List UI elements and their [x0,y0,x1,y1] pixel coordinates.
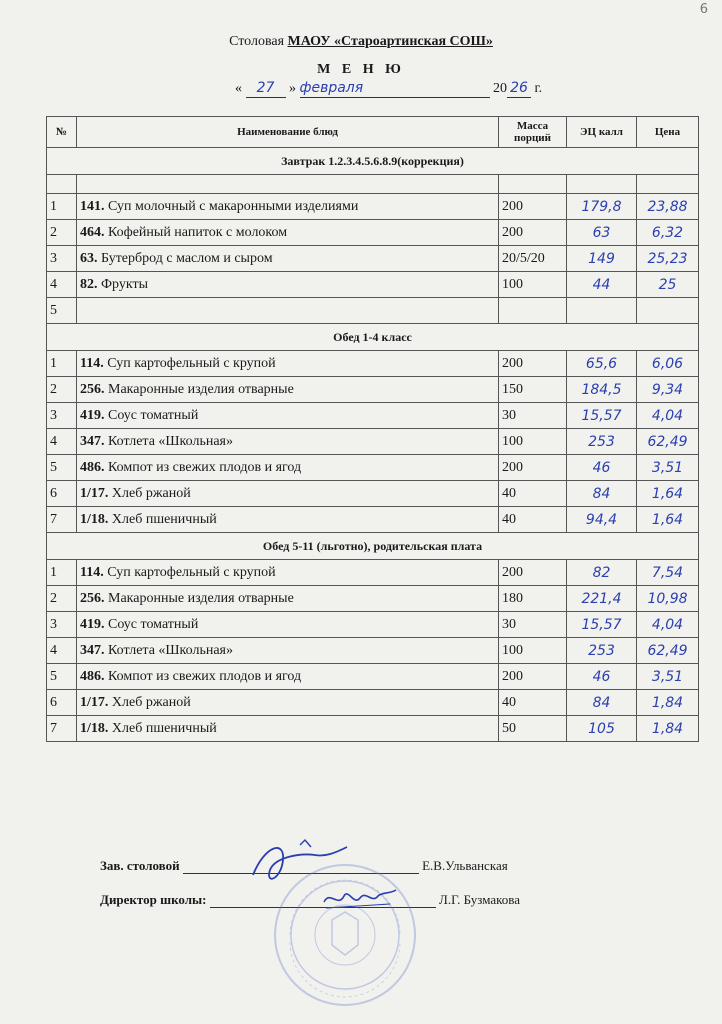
portion-mass: 200 [499,220,567,246]
date-close-quote: » [289,81,296,96]
portion-mass: 200 [499,194,567,220]
portion-mass: 180 [499,586,567,612]
header-kcal: ЭЦ калл [567,117,637,148]
dish-name-cell [77,664,499,690]
portion-mass: 40 [499,481,567,507]
recipe-code: 419. [80,407,105,423]
energy-value: 184,5 [567,377,637,403]
price-value: 62,49 [637,429,699,455]
dish-name-cell [77,377,499,403]
row-number: 3 [47,403,77,429]
recipe-code: 486. [80,668,105,684]
dish-name: Суп картофельный с крупой [107,564,276,580]
portion-mass: 30 [499,612,567,638]
dish-name: Бутерброд с маслом и сыром [101,250,273,266]
price-value: 1,64 [637,507,699,533]
row-number: 3 [47,246,77,272]
row-number: 2 [47,586,77,612]
row-number: 6 [47,690,77,716]
price-value: 25,23 [637,246,699,272]
portion-mass: 40 [499,690,567,716]
energy-value: 94,4 [567,507,637,533]
document-title [0,34,722,50]
price-value: 3,51 [637,455,699,481]
row-number: 3 [47,612,77,638]
price-value: 1,84 [637,690,699,716]
dish-name: Хлеб пшеничный [111,720,217,736]
dish-name: Макаронные изделия отварные [108,381,294,397]
recipe-code: 486. [80,459,105,475]
dish-name: Суп картофельный с крупой [107,355,276,371]
dish-name-cell [77,351,499,377]
table-header-row [47,117,699,148]
dish-name-cell [77,272,499,298]
date-year-unit: г. [534,81,543,96]
table-row [47,664,699,690]
energy-value: 84 [567,690,637,716]
recipe-code: 464. [80,224,105,240]
portion-mass [499,298,567,324]
energy-value: 253 [567,638,637,664]
table-row [47,246,699,272]
menu-table-body [47,148,699,742]
energy-value: 46 [567,455,637,481]
section-row [47,533,699,560]
price-value: 4,04 [637,612,699,638]
recipe-code: 1/18. [80,720,109,736]
energy-value: 253 [567,429,637,455]
recipe-code: 1/17. [80,485,109,501]
title-prefix: Столовая [229,34,285,49]
head-name: Е.В.Ульванская [422,858,508,873]
recipe-code: 63. [80,250,98,266]
date-open-quote: « [235,81,242,96]
price-value: 25 [637,272,699,298]
table-row [47,716,699,742]
energy-value: 46 [567,664,637,690]
table-row [47,690,699,716]
dish-name-cell [77,638,499,664]
header-num: № [47,117,77,148]
price-value: 6,32 [637,220,699,246]
row-number: 4 [47,429,77,455]
energy-value: 105 [567,716,637,742]
dish-name: Хлеб ржаной [111,694,191,710]
row-number: 5 [47,298,77,324]
director-name: Л.Г. Бузмакова [439,892,521,907]
price-value: 23,88 [637,194,699,220]
dish-name: Котлета «Школьная» [108,642,233,658]
price-value: 6,06 [637,351,699,377]
spacer-cell [47,175,77,194]
energy-value: 44 [567,272,637,298]
dish-name: Макаронные изделия отварные [108,590,294,606]
dish-name: Хлеб пшеничный [111,511,217,527]
price-value: 10,98 [637,586,699,612]
portion-mass: 100 [499,429,567,455]
dish-name: Компот из свежих плодов и ягод [108,459,302,475]
row-number: 7 [47,507,77,533]
recipe-code: 82. [80,276,98,292]
recipe-code: 419. [80,616,105,632]
header-price: Цена [637,117,699,148]
director-handwritten-signature-icon [320,882,400,914]
section-title: Завтрак 1.2.3.4.5.6.8.9(коррекция) [47,148,699,175]
portion-mass: 40 [499,507,567,533]
menu-heading: М Е Н Ю [317,62,405,77]
dish-name: Котлета «Школьная» [108,433,233,449]
spacer-cell [77,175,499,194]
table-row [47,638,699,664]
energy-value: 15,57 [567,612,637,638]
portion-mass: 100 [499,638,567,664]
row-number: 1 [47,560,77,586]
recipe-code: 347. [80,433,105,449]
portion-mass: 50 [499,716,567,742]
energy-value: 15,57 [567,403,637,429]
dish-name-cell [77,690,499,716]
portion-mass: 200 [499,664,567,690]
dish-name-cell [77,403,499,429]
row-number: 5 [47,455,77,481]
recipe-code: 1/17. [80,694,109,710]
table-row [47,507,699,533]
price-value: 1,84 [637,716,699,742]
table-row [47,560,699,586]
dish-name: Фрукты [101,276,149,292]
recipe-code: 256. [80,381,105,397]
spacer-cell [567,175,637,194]
price-value: 7,54 [637,560,699,586]
date-day-blank [246,80,286,98]
header-name: Наименование блюд [77,117,499,148]
recipe-code: 347. [80,642,105,658]
row-number: 5 [47,664,77,690]
table-row [47,481,699,507]
portion-mass: 150 [499,377,567,403]
portion-mass: 30 [499,403,567,429]
energy-value [567,298,637,324]
table-row [47,612,699,638]
header-mass: Масса порций [499,117,567,148]
portion-mass: 100 [499,272,567,298]
row-number: 4 [47,638,77,664]
section-row [47,324,699,351]
table-row [47,194,699,220]
dish-name-cell [77,220,499,246]
recipe-code: 114. [80,355,104,371]
table-row [47,429,699,455]
dish-name-cell [77,612,499,638]
table-row [47,351,699,377]
menu-date [235,80,542,98]
section-title: Обед 1-4 класс [47,324,699,351]
spacer-row [47,175,699,194]
dish-name-cell [77,481,499,507]
energy-value: 221,4 [567,586,637,612]
dish-name-cell [77,507,499,533]
table-row [47,377,699,403]
energy-value: 65,6 [567,351,637,377]
dish-name: Хлеб ржаной [111,485,191,501]
energy-value: 84 [567,481,637,507]
row-number: 6 [47,481,77,507]
menu-table [46,116,699,742]
portion-mass: 200 [499,455,567,481]
dish-name-cell [77,194,499,220]
dish-name-cell [77,298,499,324]
recipe-code: 114. [80,564,104,580]
date-month: февраля [299,80,364,96]
school-name: МАОУ «Староартинская СОШ» [287,34,493,49]
spacer-cell [637,175,699,194]
recipe-code: 256. [80,590,105,606]
director-role: Директор школы: [100,892,207,907]
energy-value: 179,8 [567,194,637,220]
date-month-blank [300,80,490,98]
energy-value: 63 [567,220,637,246]
dish-name-cell [77,560,499,586]
head-role: Зав. столовой [100,858,180,873]
table-row [47,272,699,298]
page-corner-mark: 6 [699,2,708,17]
date-year: 26 [510,80,528,96]
energy-value: 149 [567,246,637,272]
spacer-cell [499,175,567,194]
date-year-blank [507,80,531,98]
row-number: 7 [47,716,77,742]
portion-mass: 200 [499,351,567,377]
row-number: 4 [47,272,77,298]
dish-name-cell [77,429,499,455]
recipe-code: 1/18. [80,511,109,527]
row-number: 2 [47,220,77,246]
dish-name-cell [77,586,499,612]
dish-name-cell [77,455,499,481]
price-value: 62,49 [637,638,699,664]
row-number: 1 [47,351,77,377]
table-row [47,403,699,429]
row-number: 1 [47,194,77,220]
price-value: 3,51 [637,664,699,690]
price-value: 9,34 [637,377,699,403]
portion-mass: 20/5/20 [499,246,567,272]
table-row [47,298,699,324]
section-title: Обед 5-11 (льготно), родительская плата [47,533,699,560]
table-row [47,455,699,481]
section-row [47,148,699,175]
price-value: 1,64 [637,481,699,507]
row-number: 2 [47,377,77,403]
price-value: 4,04 [637,403,699,429]
energy-value: 82 [567,560,637,586]
dish-name-cell [77,246,499,272]
dish-name: Кофейный напиток с молоком [108,224,288,240]
price-value [637,298,699,324]
dish-name: Компот из свежих плодов и ягод [108,668,302,684]
dish-name: Соус томатный [108,616,199,632]
dish-name: Соус томатный [108,407,199,423]
recipe-code: 141. [80,198,105,214]
date-year-prefix: 20 [493,81,507,96]
dish-name-cell [77,716,499,742]
table-row [47,220,699,246]
portion-mass: 200 [499,560,567,586]
dish-name: Суп молочный с макаронными изделиями [108,198,359,214]
date-day: 27 [256,80,275,96]
table-row [47,586,699,612]
